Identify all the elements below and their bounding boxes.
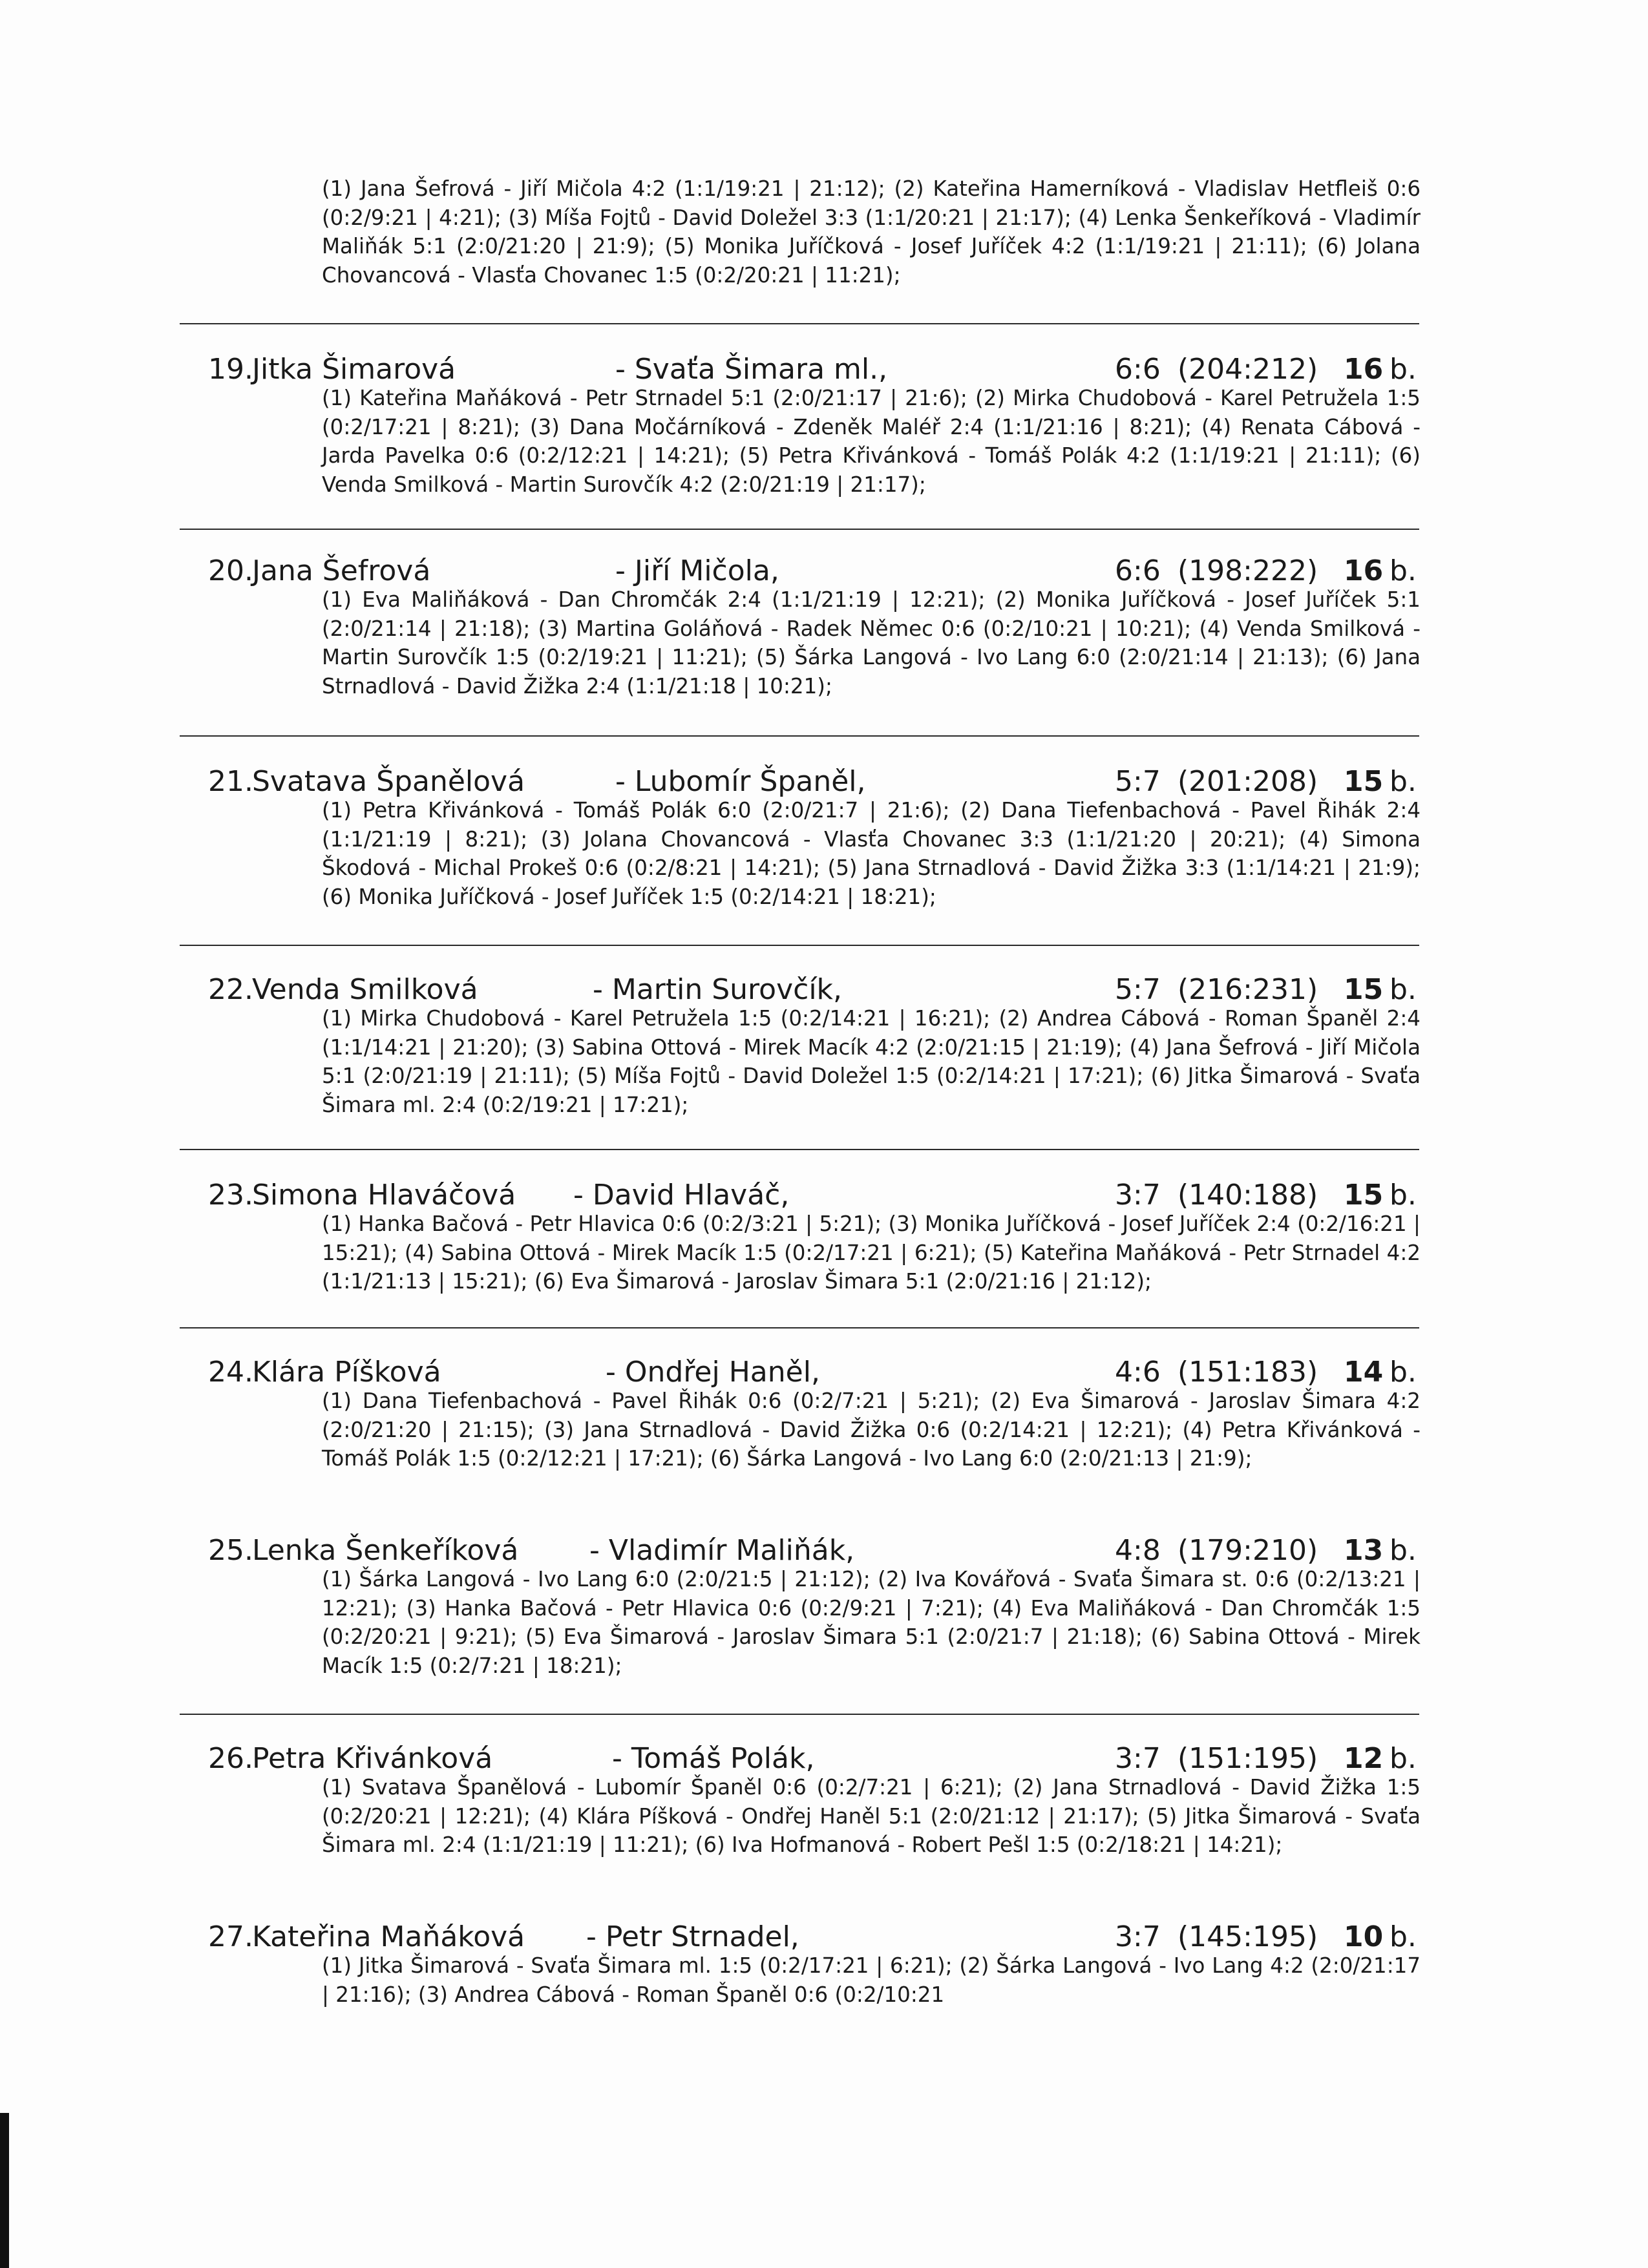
points-unit: b.: [1389, 765, 1417, 798]
rank: 22.: [208, 973, 253, 1006]
rank: 21.: [208, 765, 253, 798]
points-ratio: (198:222): [1178, 554, 1318, 587]
rank: 19.: [208, 353, 253, 386]
player-male: - Jiří Mičola,: [615, 554, 779, 587]
points-unit: b.: [1389, 1742, 1417, 1775]
player-female: Klára Píšková: [252, 1356, 441, 1389]
ranking-points: 13: [1344, 1534, 1384, 1567]
divider: [180, 735, 1419, 737]
points-unit: b.: [1389, 554, 1417, 587]
points-unit: b.: [1389, 973, 1417, 1006]
divider: [180, 323, 1419, 324]
match-score: 3:7: [1115, 1742, 1161, 1775]
points-ratio: (140:188): [1178, 1179, 1318, 1212]
ranking-points: 16: [1344, 353, 1384, 386]
divider: [180, 1327, 1419, 1328]
rank: 23.: [208, 1179, 253, 1212]
match-results: (1) Dana Tiefenbachová - Pavel Řihák 0:6 (0:2/7:21 | 5:21); (2) Eva Šimarová - Jaroslav Šimara 4:2 (2:0/21:20 | 21:15); (3) Jana Strnadlová - David Žižka 0:6 (0:2/14:21 | 12:21); (4) Petra Křivánková - Tomáš Polák 1:5 (0:2/12:21 | 17:21); (6) Šárka Langová - Ivo Lang 6:0 (2:0/21:13 | 21:9);: [322, 1389, 1421, 1471]
match-score: 4:6: [1115, 1356, 1161, 1389]
ranking-points: 10: [1344, 1920, 1384, 1953]
ranking-points: 15: [1344, 1179, 1384, 1212]
player-male: - Vladimír Maliňák,: [589, 1534, 855, 1567]
match-results: (1) Jitka Šimarová - Svaťa Šimara ml. 1:5 (0:2/17:21 | 6:21); (2) Šárka Langová - Ivo Lang 4:2 (2:0/21:17 | 21:16); (3) Andrea Cábová - Roman Španěl 0:6 (0:2/10:21: [322, 1953, 1421, 2007]
player-female: Petra Křivánková: [252, 1742, 493, 1775]
points-unit: b.: [1389, 353, 1417, 386]
match-results: (1) Eva Maliňáková - Dan Chromčák 2:4 (1:1/21:19 | 12:21); (2) Monika Juříčková - Josef Juříček 5:1 (2:0/21:14 | 21:18); (3) Martina Goláňová - Radek Němec 0:6 (0:2/10:21 | 10:21); (4) Venda Smilková - Martin Surovčík 1:5 (0:2/19:21 | 11:21); (5) Šárka Langová - Ivo Lang 6:0 (2:0/21:14 | 21:13); (6) Jana Strnadlová - David Žižka 2:4 (1:1/21:18 | 10:21);: [322, 587, 1421, 699]
points-ratio: (179:210): [1178, 1534, 1318, 1567]
match-results: (1) Šárka Langová - Ivo Lang 6:0 (2:0/21:5 | 21:12); (2) Iva Kovářová - Svaťa Šimara st. 0:6 (0:2/13:21 | 12:21); (3) Hanka Bačová - Petr Hlavica 0:6 (0:2/9:21 | 7:21); (4) Eva Maliňáková - Dan Chromčák 1:5 (0:2/20:21 | 9:21); (5) Eva Šimarová - Jaroslav Šimara 5:1 (2:0/21:7 | 21:18); (6) Sabina Ottová - Mirek Macík 1:5 (0:2/7:21 | 18:21);: [322, 1567, 1421, 1679]
player-male: - Petr Strnadel,: [586, 1920, 799, 1953]
player-male: - Tomáš Polák,: [612, 1742, 815, 1775]
points-ratio: (204:212): [1178, 353, 1318, 386]
player-female: Venda Smilková: [252, 973, 478, 1006]
ranking-points: 15: [1344, 765, 1384, 798]
player-male: - Svaťa Šimara ml.,: [615, 353, 888, 386]
match-score: 3:7: [1115, 1920, 1161, 1953]
player-female: Svatava Španělová: [252, 765, 525, 798]
points-unit: b.: [1389, 1920, 1417, 1953]
rank: 26.: [208, 1742, 253, 1775]
points-ratio: (216:231): [1178, 973, 1318, 1006]
player-female: Jitka Šimarová: [252, 353, 456, 386]
match-results: (1) Kateřina Maňáková - Petr Strnadel 5:1 (2:0/21:17 | 21:6); (2) Mirka Chudobová - Karel Petružela 1:5 (0:2/17:21 | 8:21); (3) Dana Močárníková - Zdeněk Maléř 2:4 (1:1/21:16 | 8:21); (4) Renata Cábová - Jarda Pavelka 0:6 (0:2/12:21 | 14:21); (5) Petra Křivánková - Tomáš Polák 4:2 (1:1/19:21 | 21:11); (6) Venda Smilková - Martin Surovčík 4:2 (2:0/21:19 | 21:17);: [322, 386, 1421, 498]
rank: 27.: [208, 1920, 253, 1953]
match-results: (1) Hanka Bačová - Petr Hlavica 0:6 (0:2/3:21 | 5:21); (3) Monika Juříčková - Josef Juříček 2:4 (0:2/16:21 | 15:21); (4) Sabina Ottová - Mirek Macík 1:5 (0:2/17:21 | 6:21); (5) Kateřina Maňáková - Petr Strnadel 4:2 (1:1/21:13 | 15:21); (6) Eva Šimarová - Jaroslav Šimara 5:1 (2:0/21:16 | 21:12);: [322, 1212, 1421, 1294]
points-unit: b.: [1389, 1179, 1417, 1212]
match-score: 5:7: [1115, 973, 1161, 1006]
player-male: - David Hlaváč,: [573, 1179, 790, 1212]
ranking-points: 15: [1344, 973, 1384, 1006]
match-score: 4:8: [1115, 1534, 1161, 1567]
player-male: - Ondřej Haněl,: [606, 1356, 820, 1389]
rank: 24.: [208, 1356, 253, 1389]
match-score: 6:6: [1115, 554, 1161, 587]
player-female: Lenka Šenkeříková: [252, 1534, 519, 1567]
match-results: (1) Jana Šefrová - Jiří Mičola 4:2 (1:1/19:21 | 21:12); (2) Kateřina Hamerníková - Vladislav Hetfleiš 0:6 (0:2/9:21 | 4:21); (3) Míša Fojtů - David Doležel 3:3 (1:1/20:21 | 21:17); (4) Lenka Šenkeříková - Vladimír Maliňák 5:1 (2:0/21:20 | 21:9); (5) Monika Juříčková - Josef Juříček 4:2 (1:1/19:21 | 21:11); (6) Jolana Chovancová - Vlasťa Chovanec 1:5 (0:2/20:21 | 11:21);: [322, 176, 1421, 288]
match-score: 6:6: [1115, 353, 1161, 386]
points-ratio: (151:183): [1178, 1356, 1318, 1389]
player-male: - Martin Surovčík,: [593, 973, 843, 1006]
ranking-points: 16: [1344, 554, 1384, 587]
divider: [180, 529, 1419, 530]
divider: [180, 1714, 1419, 1715]
points-unit: b.: [1389, 1356, 1417, 1389]
rank: 20.: [208, 554, 253, 587]
rank: 25.: [208, 1534, 253, 1567]
divider: [180, 1149, 1419, 1150]
points-ratio: (151:195): [1178, 1742, 1318, 1775]
player-female: Jana Šefrová: [252, 554, 431, 587]
points-ratio: (201:208): [1178, 765, 1318, 798]
match-score: 3:7: [1115, 1179, 1161, 1212]
match-results: (1) Petra Křivánková - Tomáš Polák 6:0 (2:0/21:7 | 21:6); (2) Dana Tiefenbachová - Pavel Řihák 2:4 (1:1/21:19 | 8:21); (3) Jolana Chovancová - Vlasťa Chovanec 3:3 (1:1/21:20 | 20:21); (4) Simona Škodová - Michal Prokeš 0:6 (0:2/8:21 | 14:21); (5) Jana Strnadlová - David Žižka 3:3 (1:1/14:21 | 21:9); (6) Monika Juříčková - Josef Juříček 1:5 (0:2/14:21 | 18:21);: [322, 798, 1421, 910]
scan-edge-mark: [0, 2113, 9, 2268]
player-female: Simona Hlaváčová: [252, 1179, 516, 1212]
match-results: (1) Mirka Chudobová - Karel Petružela 1:5 (0:2/14:21 | 16:21); (2) Andrea Cábová - Roman Španěl 2:4 (1:1/14:21 | 21:20); (3) Sabina Ottová - Mirek Macík 4:2 (2:0/21:15 | 21:19); (4) Jana Šefrová - Jiří Mičola 5:1 (2:0/21:19 | 21:11); (5) Míša Fojtů - David Doležel 1:5 (0:2/14:21 | 17:21); (6) Jitka Šimarová - Svaťa Šimara ml. 2:4 (0:2/19:21 | 17:21);: [322, 1006, 1421, 1118]
points-ratio: (145:195): [1178, 1920, 1318, 1953]
player-male: - Lubomír Španěl,: [615, 765, 866, 798]
ranking-points: 14: [1344, 1356, 1384, 1389]
match-score: 5:7: [1115, 765, 1161, 798]
points-unit: b.: [1389, 1534, 1417, 1567]
ranking-points: 12: [1344, 1742, 1384, 1775]
match-results: (1) Svatava Španělová - Lubomír Španěl 0:6 (0:2/7:21 | 6:21); (2) Jana Strnadlová - David Žižka 1:5 (0:2/20:21 | 12:21); (4) Klára Píšková - Ondřej Haněl 5:1 (2:0/21:12 | 21:17); (5) Jitka Šimarová - Svaťa Šimara ml. 2:4 (1:1/21:19 | 11:21); (6) Iva Hofmanová - Robert Pešl 1:5 (0:2/18:21 | 14:21);: [322, 1775, 1421, 1858]
divider: [180, 945, 1419, 946]
player-female: Kateřina Maňáková: [252, 1920, 525, 1953]
